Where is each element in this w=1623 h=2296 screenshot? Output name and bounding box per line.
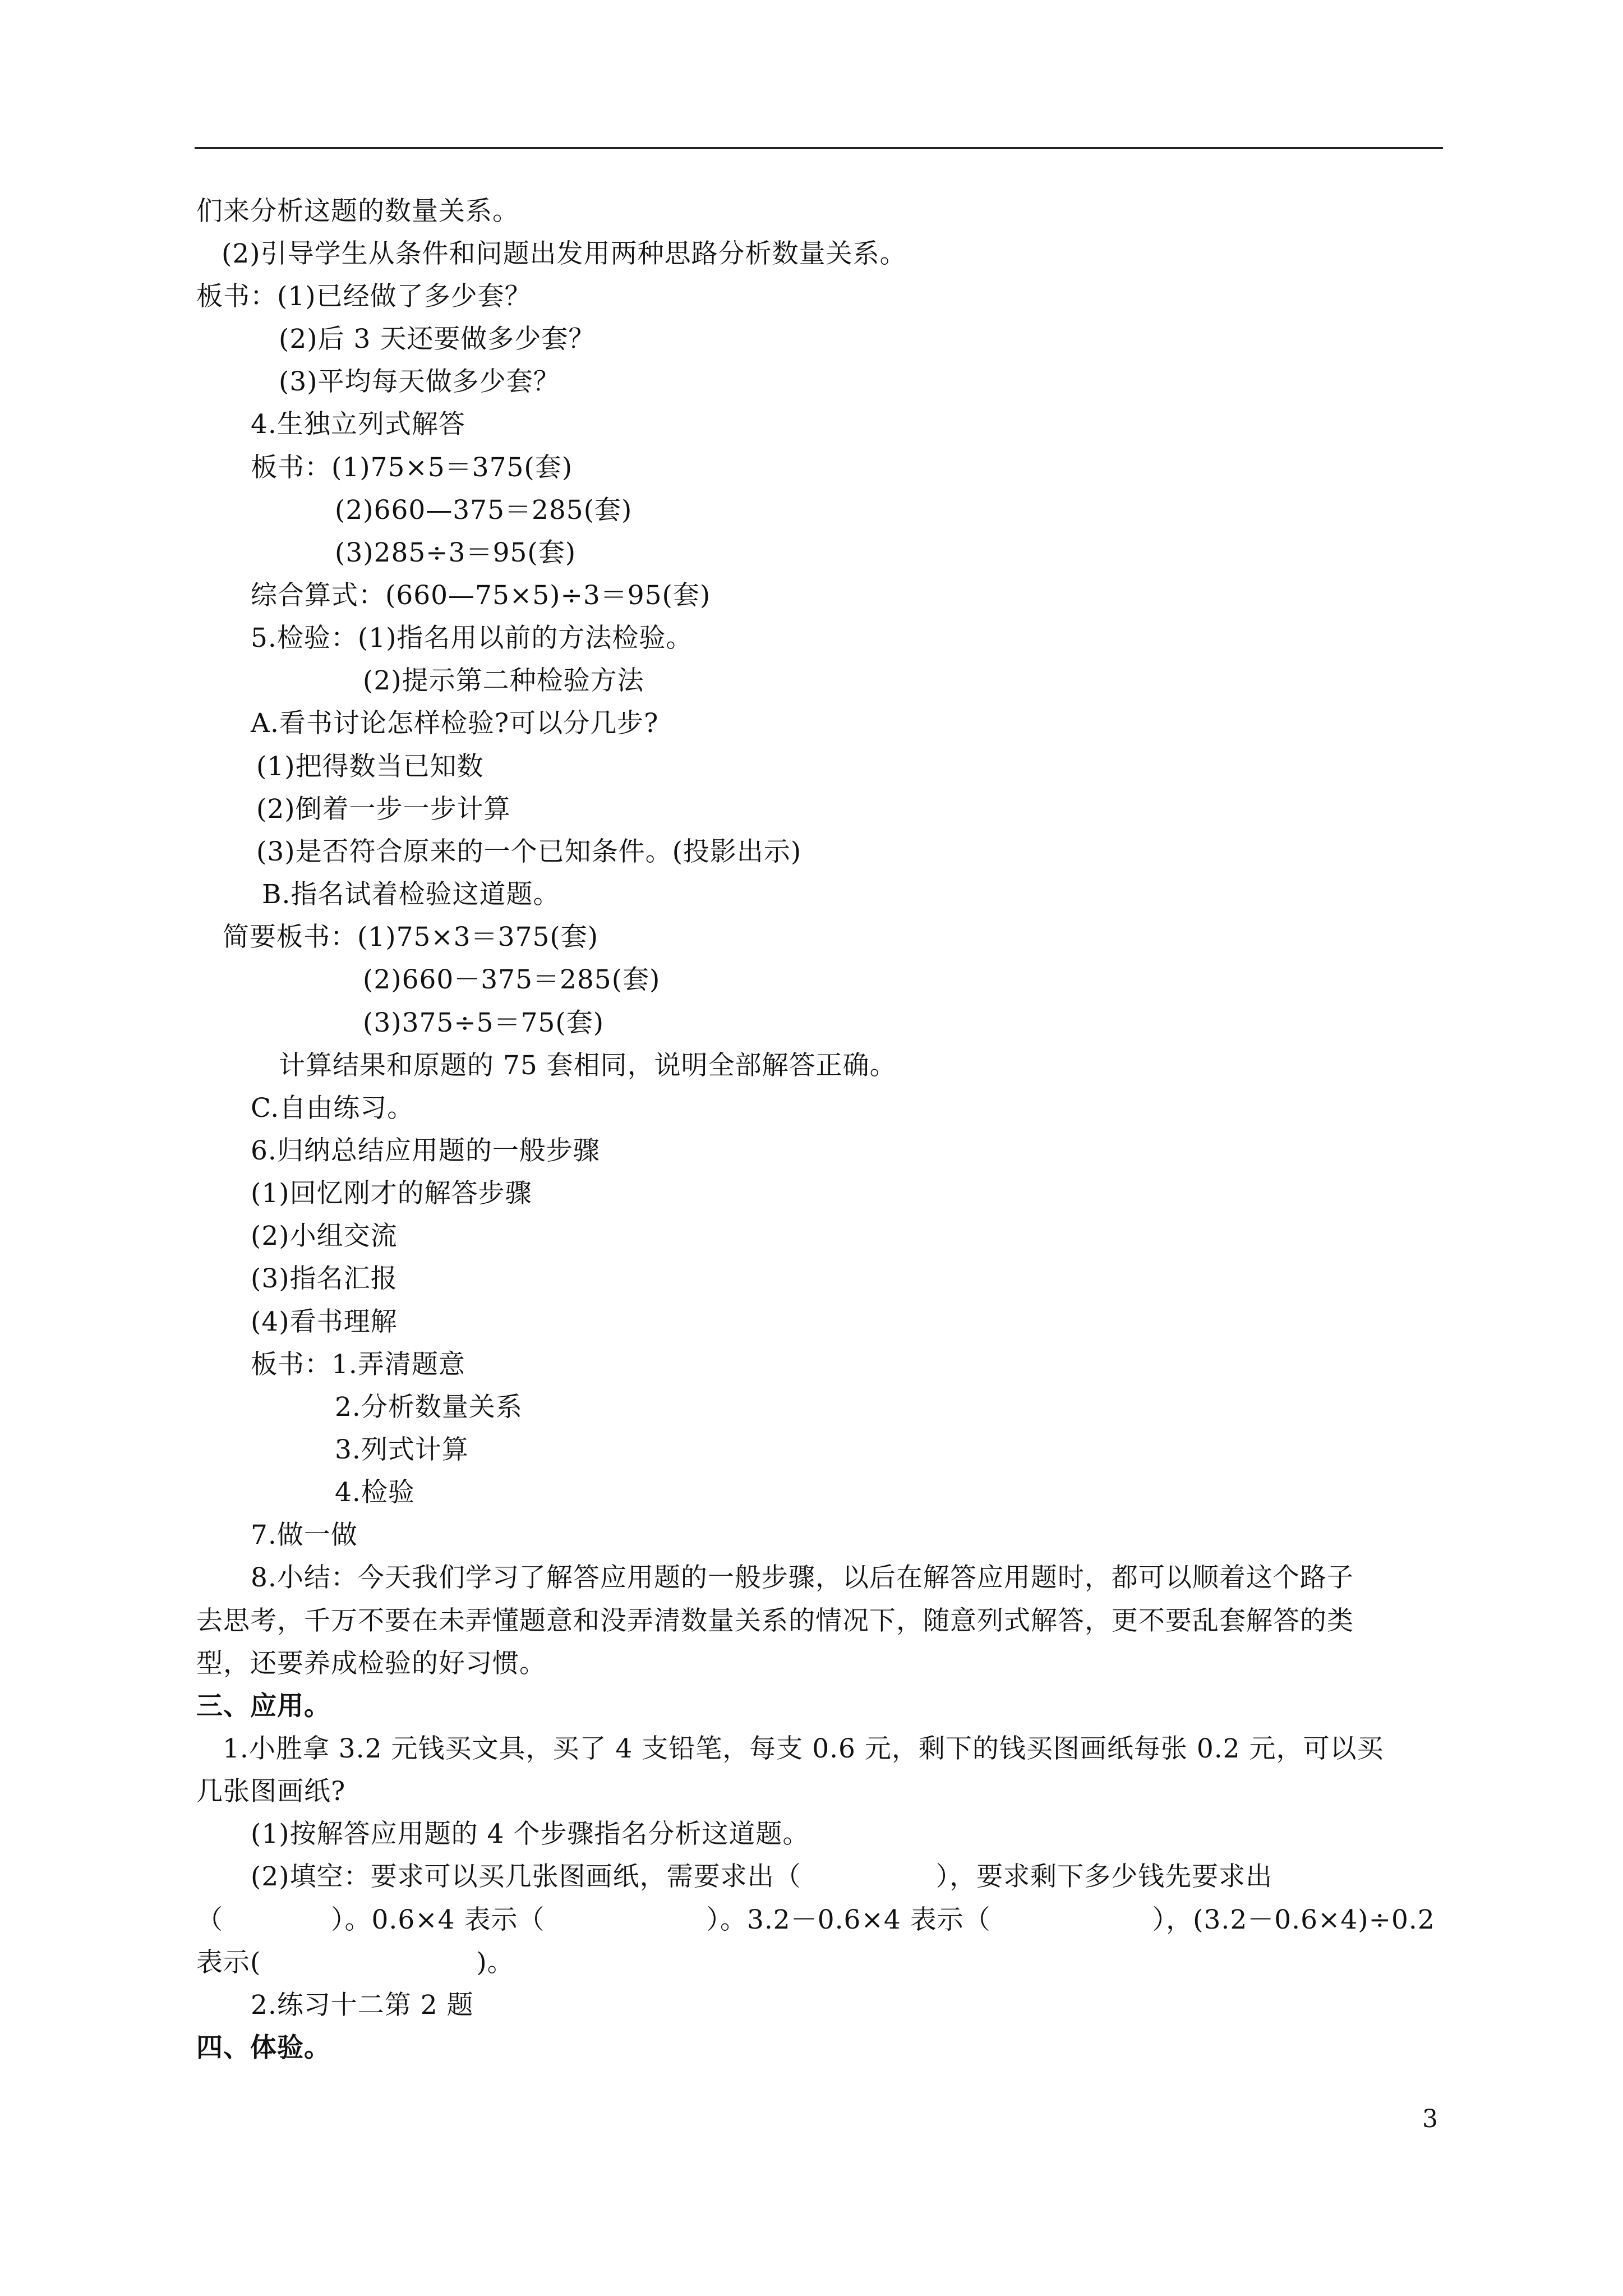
text-line: C.自由练习。: [251, 1093, 414, 1124]
text-line: (2)填空：要求可以买几张图画纸，需要求出（ ），要求剩下多少钱先要求出: [251, 1861, 1273, 1892]
text-line: 8.小结：今天我们学习了解答应用题的一般步骤，以后在解答应用题时，都可以顺着这个路子: [251, 1562, 1354, 1593]
text-line: 5.检验：(1)指名用以前的方法检验。: [251, 623, 693, 654]
text-line: 4.生独立列式解答: [251, 409, 465, 440]
page-number: 3: [1422, 2105, 1438, 2133]
text-line: (3)285÷3＝95(套): [335, 537, 577, 568]
text-line: 们来分析这题的数量关系。: [196, 196, 519, 227]
section-heading: 四、体验。: [196, 2032, 331, 2063]
text-line: 7.做一做: [251, 1520, 358, 1550]
text-line: 板书：(1)已经做了多少套？: [196, 281, 532, 312]
text-line: (1)按解答应用题的 4 个步骤指名分析这道题。: [251, 1819, 810, 1849]
text-line: 2.分析数量关系: [335, 1392, 523, 1423]
text-line: (3)375÷5＝75(套): [363, 1007, 605, 1038]
header-rule: [195, 147, 1443, 149]
text-line: B.指名试着检验这道题。: [262, 879, 560, 910]
text-line: 表示( )。: [196, 1947, 514, 1978]
text-line: 计算结果和原题的 75 套相同，说明全部解答正确。: [279, 1050, 897, 1081]
text-line: 6.归纳总结应用题的一般步骤: [251, 1135, 600, 1166]
text-line: 板书：(1)75×5＝375(套): [251, 452, 573, 483]
text-line: 1.小胜拿 3.2 元钱买文具，买了 4 支铅笔，每支 0.6 元，剩下的钱买图画纸每张 0.2 元，可以买: [223, 1733, 1384, 1764]
section-heading: 三、应用。: [196, 1691, 331, 1722]
text-line: 型，还要养成检验的好习惯。: [196, 1648, 546, 1679]
text-line: (3)平均每天做多少套？: [279, 366, 560, 397]
text-line: (2)倒着一步一步计算: [256, 794, 511, 825]
text-line: (2)引导学生从条件和问题出发用两种思路分析数量关系。: [222, 238, 907, 269]
text-line: (2)小组交流: [251, 1221, 398, 1251]
text-line: 综合算式：(660—75×5)÷3＝95(套): [251, 580, 711, 611]
text-line: 几张图画纸?: [196, 1776, 346, 1807]
text-line: A.看书讨论怎样检验?可以分几步?: [251, 708, 659, 739]
text-line: 板书：1.弄清题意: [251, 1349, 465, 1380]
text-line: (2)后 3 天还要做多少套？: [279, 324, 596, 355]
text-line: (2)提示第二种检验方法: [363, 665, 644, 696]
text-line: （ ）。0.6×4 表示（ ）。3.2－0.6×4 表示（ ），(3.2－0.6×4)÷0.2: [196, 1904, 1435, 1935]
text-line: (3)是否符合原来的一个已知条件。(投影出示): [256, 836, 802, 867]
text-line: 简要板书：(1)75×3＝375(套): [223, 922, 599, 953]
text-line: (1)把得数当已知数: [256, 751, 484, 782]
text-line: 4.检验: [335, 1477, 415, 1508]
text-line: (1)回忆刚才的解答步骤: [251, 1178, 532, 1209]
text-line: (4)看书理解: [251, 1306, 398, 1337]
text-line: 去思考，千万不要在未弄懂题意和没弄清数量关系的情况下，随意列式解答，更不要乱套解答的类: [196, 1605, 1354, 1636]
text-line: 3.列式计算: [335, 1434, 469, 1465]
text-line: (3)指名汇报: [251, 1263, 398, 1294]
text-line: 2.练习十二第 2 题: [251, 1990, 474, 2021]
text-line: (2)660—375＝285(套): [335, 495, 633, 526]
text-line: (2)660－375＝285(套): [363, 964, 661, 995]
